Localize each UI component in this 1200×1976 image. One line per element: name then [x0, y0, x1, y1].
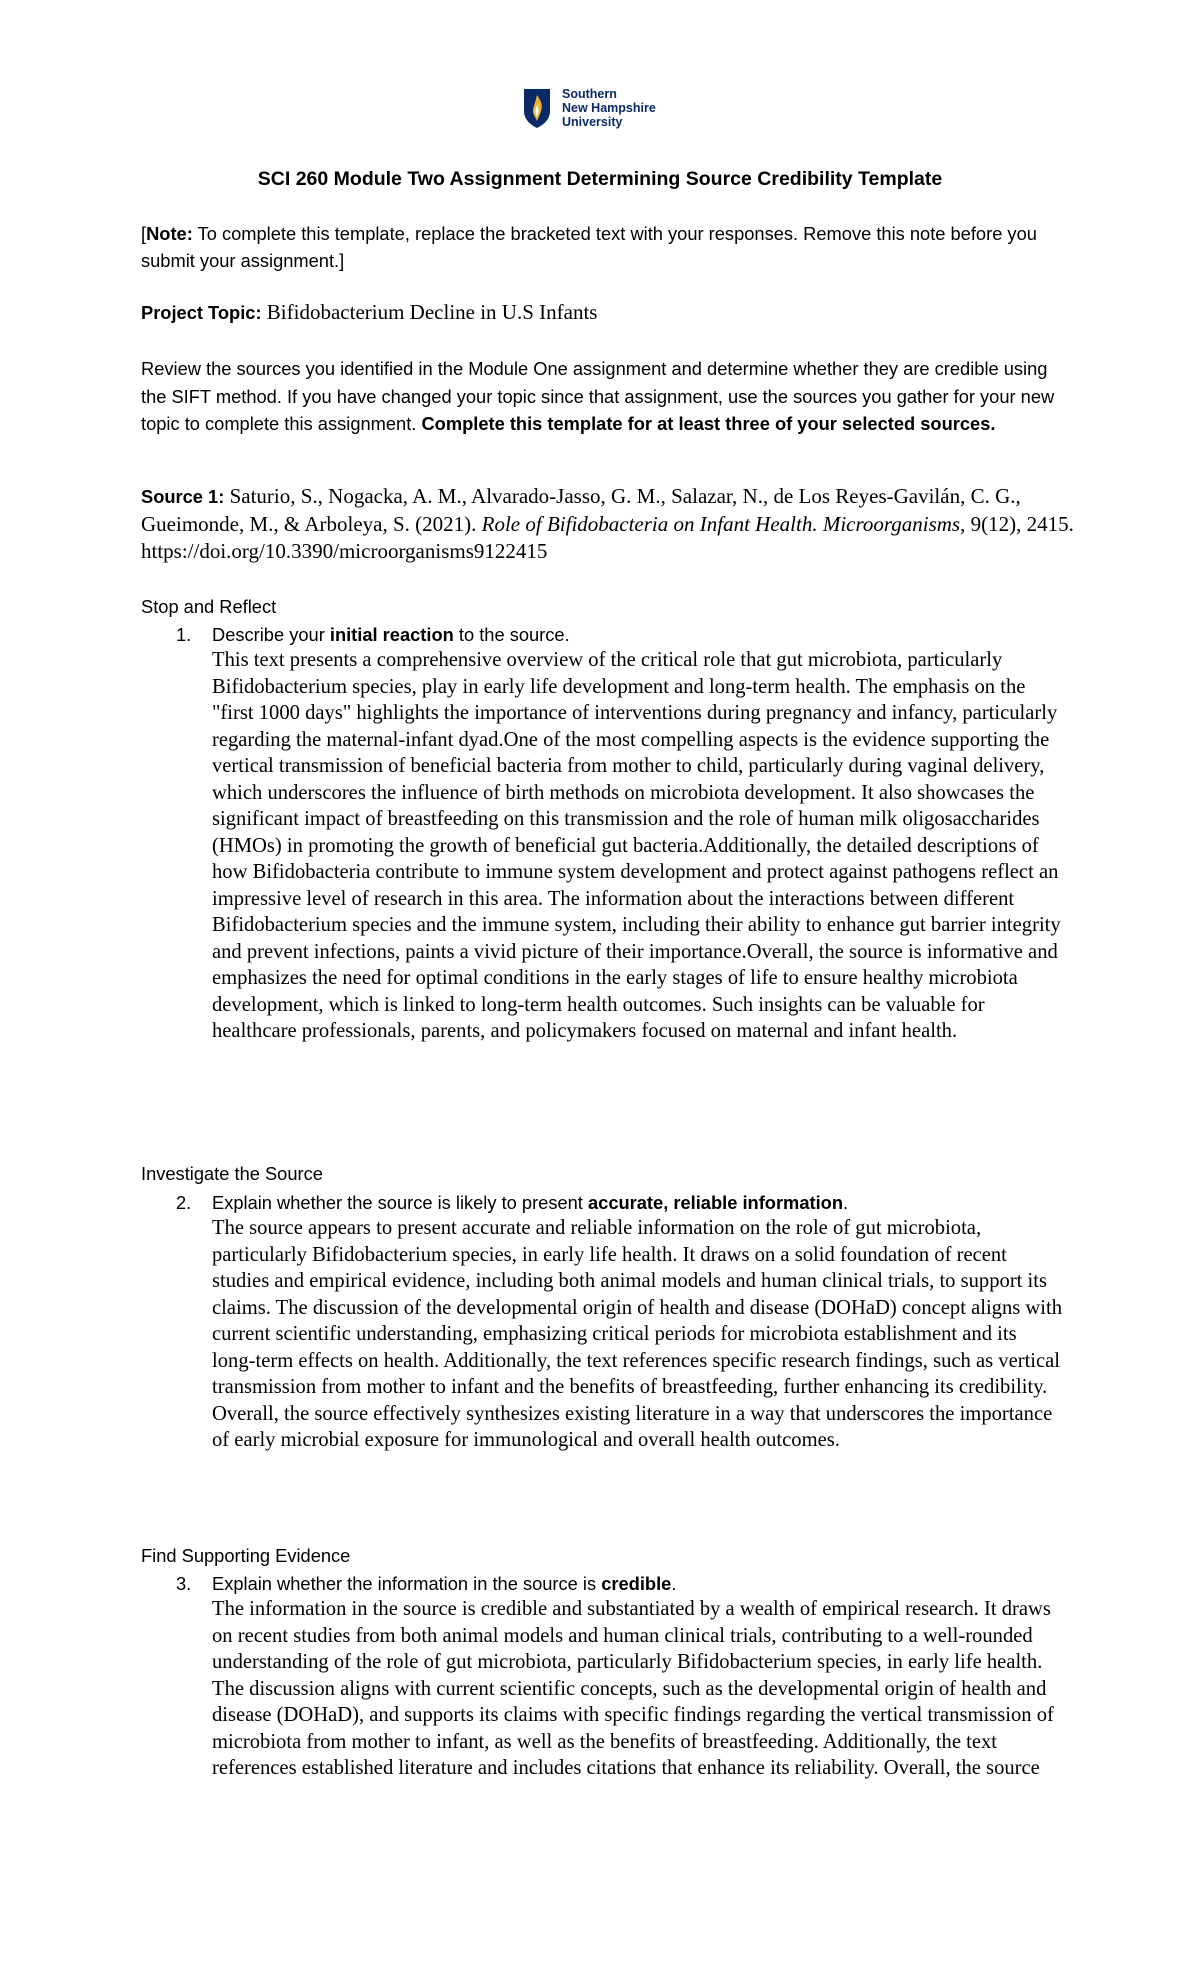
flame-shield-icon	[522, 87, 552, 129]
question-3-post: .	[671, 1573, 677, 1594]
question-1-post: to the source.	[453, 624, 570, 645]
note-text: To complete this template, replace the bracketed text with your responses. Remove this note before you submit your assignment.]	[141, 223, 1037, 271]
section-heading-investigate: Investigate the Source	[141, 1163, 323, 1184]
source-1-citation	[141, 483, 1076, 566]
source-1-article-title: Role of Bifidobacteria on Infant Health.	[481, 511, 818, 536]
question-2-pre: Explain whether the source is likely to present	[212, 1192, 588, 1213]
logo-line-1: Southern	[562, 87, 617, 101]
question-2	[176, 1191, 848, 1215]
answer-1: This text presents a comprehensive overview of the critical role that gut microbiota, particularly Bifidobacterium species, play in early life development and long-term health. The emphasis on the "first 1000 days" highlights the importance of interventions during pregnancy and infancy, particularly regarding the maternal-infant dyad.One of the most compelling aspects is the evidence supporting the vertical transmission of beneficial bacteria from mother to child, particularly during vaginal delivery, which underscores the influence of birth methods on microbiota development. It also showcases the significant impact of breastfeeding on this transmission and the role of human milk oligosaccharides (HMOs) in promoting the growth of beneficial gut bacteria.Additionally, the detailed descriptions of how Bifidobacteria contribute to immune system development and protect against pathogens reflect an impressive level of research in this area. The information about the interactions between different Bifidobacterium species and the immune system, including their ability to enhance gut barrier integrity and prevent infections, paints a vivid picture of their importance.Overall, the source is informative and emphasizes the need for optimal conditions in the early stages of life to ensure healthy microbiota development, which is linked to long-term health outcomes. Such insights can be valuable for healthcare professionals, parents, and policymakers focused on maternal and infant health.	[212, 649, 1061, 1042]
question-1-bold: initial reaction	[329, 624, 454, 645]
section-heading-stop-reflect: Stop and Reflect	[141, 596, 277, 617]
project-topic-label: Project Topic:	[141, 302, 262, 323]
question-3-bold: credible	[601, 1573, 672, 1594]
review-bold-text: Complete this template for at least three of your selected sources.	[421, 413, 996, 434]
logo-line-2: New Hampshire	[562, 101, 656, 115]
section-heading-find-evidence: Find Supporting Evidence	[141, 1545, 351, 1566]
project-topic	[141, 299, 1076, 326]
note-label: Note:	[146, 223, 193, 244]
university-logo	[522, 82, 692, 134]
question-1-pre: Describe your	[212, 624, 330, 645]
note-open-bracket: [	[141, 223, 147, 244]
source-1-journal: Microorganisms	[822, 511, 961, 536]
template-note	[141, 220, 1076, 274]
question-1-number: 1.	[176, 624, 192, 645]
logo-wordmark	[562, 87, 656, 129]
question-3	[176, 1572, 676, 1596]
source-1-label: Source 1:	[141, 486, 225, 507]
question-2-post: .	[843, 1192, 849, 1213]
page-title: SCI 260 Module Two Assignment Determining Source Credibility Template	[257, 168, 943, 190]
source-1-authors: Saturio, S., Nogacka, A. M., Alvarado-Jasso, G. M., Salazar, N., de Los Reyes-Gavilán, C. G., Gueimonde, M., & Arboleya, S. (2021).	[141, 484, 1021, 536]
question-1	[176, 623, 570, 647]
project-topic-value: Bifidobacterium Decline in U.S Infants	[261, 300, 598, 324]
answer-2: The source appears to present accurate and reliable information on the role of gut microbiota, particularly Bifidobacterium species, in early life health. It draws on a solid foundation of recent studies and empirical evidence, including both animal models and human clinical trials, to support its claims. The discussion of the developmental origin of health and disease (DOHaD) concept aligns with current scientific understanding, emphasizing critical periods for microbiota establishment and its long-term effects on health. Additionally, the text references specific research findings, such as vertical transmission from mother to infant and the benefits of breastfeeding, further enhancing its credibility. Overall, the source effectively synthesizes existing literature in a way that underscores the importance of early microbial exposure for immunological and overall health outcomes.	[212, 1217, 1063, 1451]
question-2-number: 2.	[176, 1192, 192, 1213]
question-3-number: 3.	[176, 1573, 192, 1594]
source-1-details: , 9(12), 2415. https://doi.org/10.3390/microorganisms9122415	[141, 511, 1074, 563]
review-instructions	[141, 355, 1076, 438]
answer-3: The information in the source is credible and substantiated by a wealth of empirical research. It draws on recent studies from both animal models and human clinical trials, contributing to a well-rounded understanding of the role of gut microbiota, particularly Bifidobacterium species, in early life health. The discussion aligns with current scientific concepts, such as the developmental origin of health and disease (DOHaD), and supports its claims with specific findings regarding the vertical transmission of microbiota from mother to infant, as well as the benefits of breastfeeding. Additionally, the text references established literature and includes citations that enhance its reliability. Overall, the source	[212, 1598, 1054, 1779]
question-2-bold: accurate, reliable information	[587, 1192, 843, 1213]
review-text: Review the sources you identified in the Module One assignment and determine whether they are credible using the SIFT method. If you have changed your topic since that assignment, use the sources you gather for your new topic to complete this assignment.	[141, 358, 1055, 434]
question-3-pre: Explain whether the information in the source is	[212, 1573, 602, 1594]
logo-line-3: University	[562, 115, 623, 129]
